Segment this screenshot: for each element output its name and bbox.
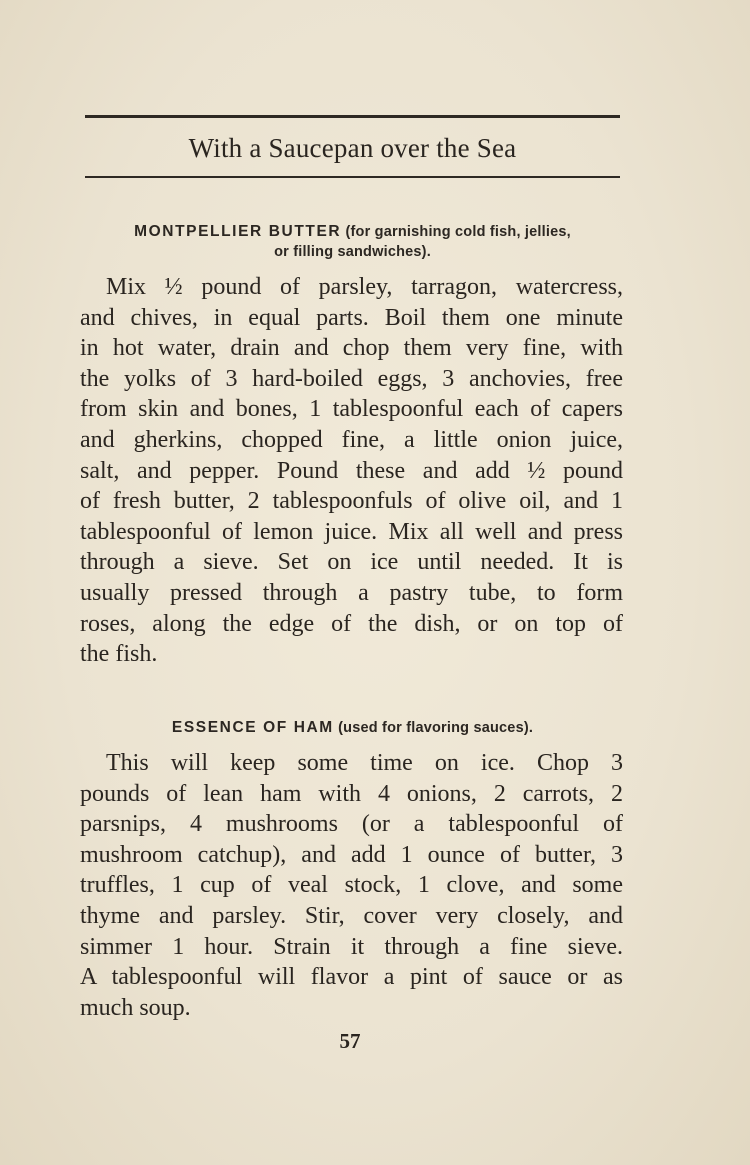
text-line: of fresh butter, 2 tablespoonfuls of olive oil, and 1 (80, 488, 623, 515)
text-line: in hot water, drain and chop them very fine, with (80, 335, 623, 362)
text-line: simmer 1 hour. Strain it through a fine sieve. (80, 933, 623, 960)
text-line: truffles, 1 cup of veal stock, 1 clove, and some (80, 872, 623, 899)
text-line: mushroom catchup), and add 1 ounce of butter, 3 (80, 841, 623, 868)
text-line: salt, and pepper. Pound these and add ½ pound (80, 457, 623, 484)
text-line: tablespoonful of lemon juice. Mix all well and press (80, 518, 623, 545)
text-line: This will keep some time on ice. Chop 3 (106, 750, 623, 776)
text-line: pounds of lean ham with 4 onions, 2 carrots, 2 (80, 780, 623, 807)
recipe-note: or filling sandwiches). (274, 244, 431, 260)
text-line: much soup. (80, 994, 191, 1021)
recipe-body-montpellier-butter (80, 272, 623, 670)
running-head: With a Saucepan over the Sea (188, 133, 517, 163)
recipe-heading-montpellier-butter (80, 222, 625, 262)
recipe-heading-line (80, 242, 625, 262)
text-line: usually pressed through a pastry tube, to form (80, 579, 623, 606)
text-line: the yolks of 3 hard-boiled eggs, 3 anchovies, free (80, 365, 623, 392)
text-line: and gherkins, chopped fine, a little onion juice, (80, 426, 623, 453)
recipe-note: (used for flavoring sauces). (338, 720, 534, 736)
recipe-note: (for garnishing cold fish, jellies, (345, 224, 571, 240)
text-line: parsnips, 4 mushrooms (or a tablespoonful of (80, 811, 623, 838)
page-number: 57 (339, 1029, 361, 1053)
recipe-heading-essence-of-ham (80, 718, 625, 738)
text-line: the fish. (80, 641, 158, 668)
text-line: A tablespoonful will flavor a pint of sauce or as (80, 964, 623, 991)
text-line: from skin and bones, 1 tablespoonful each of capers (80, 396, 623, 423)
header-rule-bottom (85, 176, 620, 178)
text-line: through a sieve. Set on ice until needed. It is (80, 549, 623, 576)
recipe-title: ESSENCE OF HAM (171, 719, 334, 736)
header-rule-top (85, 115, 620, 118)
text-line: thyme and parsley. Stir, cover very closely, and (80, 902, 623, 929)
recipe-heading-line (80, 222, 625, 242)
recipe-title: MONTPELLIER BUTTER (134, 223, 342, 240)
text-line: and chives, in equal parts. Boil them one minute (80, 304, 623, 331)
recipe-body-essence-of-ham (80, 748, 623, 1023)
recipe-heading-line (80, 718, 625, 738)
text-line: Mix ½ pound of parsley, tarragon, watercress, (106, 274, 623, 300)
text-line: roses, along the edge of the dish, or on top of (80, 610, 623, 637)
